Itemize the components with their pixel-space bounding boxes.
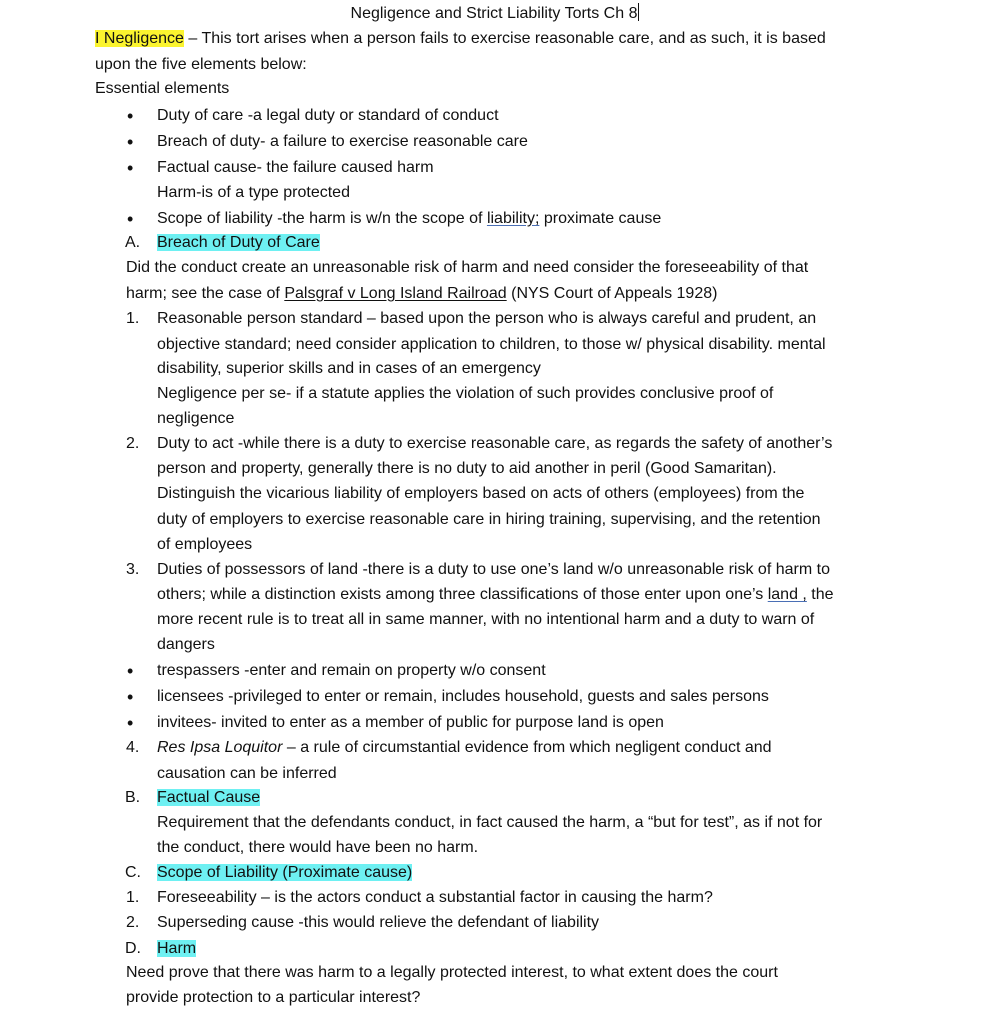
item-2-line-1 — [126, 433, 833, 455]
item-2-line-3: Distinguish the vicarious liability of employers based on acts of others (employees) from the — [157, 485, 805, 502]
scope-text-end: proximate cause — [539, 210, 662, 227]
item-2-line-5: of employees — [157, 536, 253, 553]
section-b-letter: B. — [125, 789, 141, 806]
element-factual-cause: • Factual cause- the failure caused harm — [157, 157, 434, 179]
intro-text-1: – This tort arises when a person fails to exercise reasonable care, and as such, it is based — [183, 30, 826, 47]
section-b-label: Factual Cause — [157, 789, 261, 806]
item-1-line-2: objective standard; need consider application to children, to those w/ physical disability. mental — [157, 336, 826, 353]
section-a-paragraph-1: Did the conduct create an unreasonable risk of harm and need consider the foreseeability of that — [126, 259, 809, 276]
section-b-heading — [125, 787, 261, 809]
section-c-label: Scope of Liability (Proximate cause) — [157, 864, 413, 881]
item-4-text-1: – a rule of circumstantial evidence from which negligent conduct and — [282, 739, 772, 756]
item-3-line-3: more recent rule is to treat all in same manner, with no intentional harm and a duty to warn of — [157, 611, 815, 628]
item-1-line-3: disability, superior skills and in cases of an emergency — [157, 360, 541, 377]
section-c-item-2-number: 2. — [126, 914, 140, 931]
section-b-line-1: Requirement that the defendants conduct, in fact caused the harm, a “but for test”, as if not for — [157, 814, 823, 831]
scope-liability-word: liability; — [486, 210, 540, 227]
item-1-text-1: Reasonable person standard – based upon the person who is always careful and prudent, an — [157, 310, 817, 327]
item-3-line-2 — [157, 584, 834, 606]
element-harm: Harm-is of a type protected — [157, 184, 350, 201]
section-a-letter: A. — [125, 234, 141, 251]
section-d-label: Harm — [157, 940, 197, 957]
item-1-number: 1. — [126, 310, 140, 327]
section-d-line-2: provide protection to a particular interest? — [126, 989, 421, 1006]
visitor-licensees: • licensees -privileged to enter or remain, includes household, guests and sales persons — [157, 686, 769, 708]
item-2-line-2: person and property, generally there is no duty to aid another in peril (Good Samaritan). — [157, 460, 777, 477]
section-c-item-2-text: Superseding cause -this would relieve the defendant of liability — [157, 914, 600, 931]
section-d-line-1: Need prove that there was harm to a legally protected interest, to what extent does the court — [126, 964, 778, 981]
intro-line-2: upon the five elements below: — [95, 56, 307, 73]
scope-text: Scope of liability -the harm is w/n the scope of — [157, 210, 487, 227]
item-4-number: 4. — [126, 739, 140, 756]
item-3-line-4: dangers — [157, 636, 215, 653]
item-3-text-1: Duties of possessors of land -there is a duty to use one’s land w/o unreasonable risk of harm to — [157, 561, 830, 578]
essential-elements-label: Essential elements — [95, 80, 230, 97]
section-c-item-2 — [126, 912, 600, 934]
section-a-paragraph-2 — [126, 283, 717, 305]
negligence-heading: I Negligence — [95, 30, 184, 47]
section-a-p2-pre: harm; see the case of — [126, 285, 285, 302]
section-c-item-1-number: 1. — [126, 889, 140, 906]
item-4-line-1 — [126, 737, 772, 759]
item-3-text-2-end: the — [806, 586, 834, 603]
element-duty: • Duty of care -a legal duty or standard of conduct — [157, 105, 499, 127]
item-4-line-2: causation can be inferred — [157, 765, 337, 782]
section-d-letter: D. — [125, 940, 141, 957]
section-c-item-1 — [126, 887, 713, 909]
element-breach: • Breach of duty- a failure to exercise reasonable care — [157, 131, 528, 153]
title-text: Negligence and Strict Liability Torts Ch 8 — [350, 5, 638, 22]
item-1-line-4: Negligence per se- if a statute applies the violation of such provides conclusive proof of — [157, 385, 774, 402]
item-2-number: 2. — [126, 435, 140, 452]
visitor-invitees: • invitees- invited to enter as a member of public for purpose land is open — [157, 712, 664, 734]
item-1-line-5: negligence — [157, 410, 235, 427]
section-b-line-2: the conduct, there would have been no harm. — [157, 839, 479, 856]
item-3-number: 3. — [126, 561, 140, 578]
section-a-heading — [125, 232, 320, 254]
land-word: land , — [767, 586, 807, 603]
element-scope — [157, 208, 661, 230]
res-ipsa-term: Res Ipsa Loquitor — [157, 739, 283, 756]
section-c-letter: C. — [125, 864, 141, 881]
section-a-p2-post: (NYS Court of Appeals 1928) — [506, 285, 718, 302]
section-c-heading — [125, 862, 413, 884]
section-c-item-1-text: Foreseeability – is the actors conduct a substantial factor in causing the harm? — [157, 889, 713, 906]
visitor-trespassers: • trespassers -enter and remain on property w/o consent — [157, 660, 546, 682]
item-3-line-1 — [126, 559, 830, 581]
section-a-label: Breach of Duty of Care — [157, 234, 320, 251]
text-cursor — [638, 3, 639, 21]
item-1-line-1 — [126, 308, 817, 330]
document-title — [0, 3, 990, 25]
item-2-text-1: Duty to act -while there is a duty to exercise reasonable care, as regards the safety of another’s — [157, 435, 833, 452]
intro-line-1 — [95, 28, 826, 50]
section-d-heading — [125, 938, 197, 960]
item-2-line-4: duty of employers to exercise reasonable care in hiring training, supervising, and the retention — [157, 511, 821, 528]
palsgraf-case-link[interactable]: Palsgraf v Long Island Railroad — [284, 285, 507, 302]
item-3-text-2: others; while a distinction exists among three classifications of those enter upon one’s — [157, 586, 768, 603]
